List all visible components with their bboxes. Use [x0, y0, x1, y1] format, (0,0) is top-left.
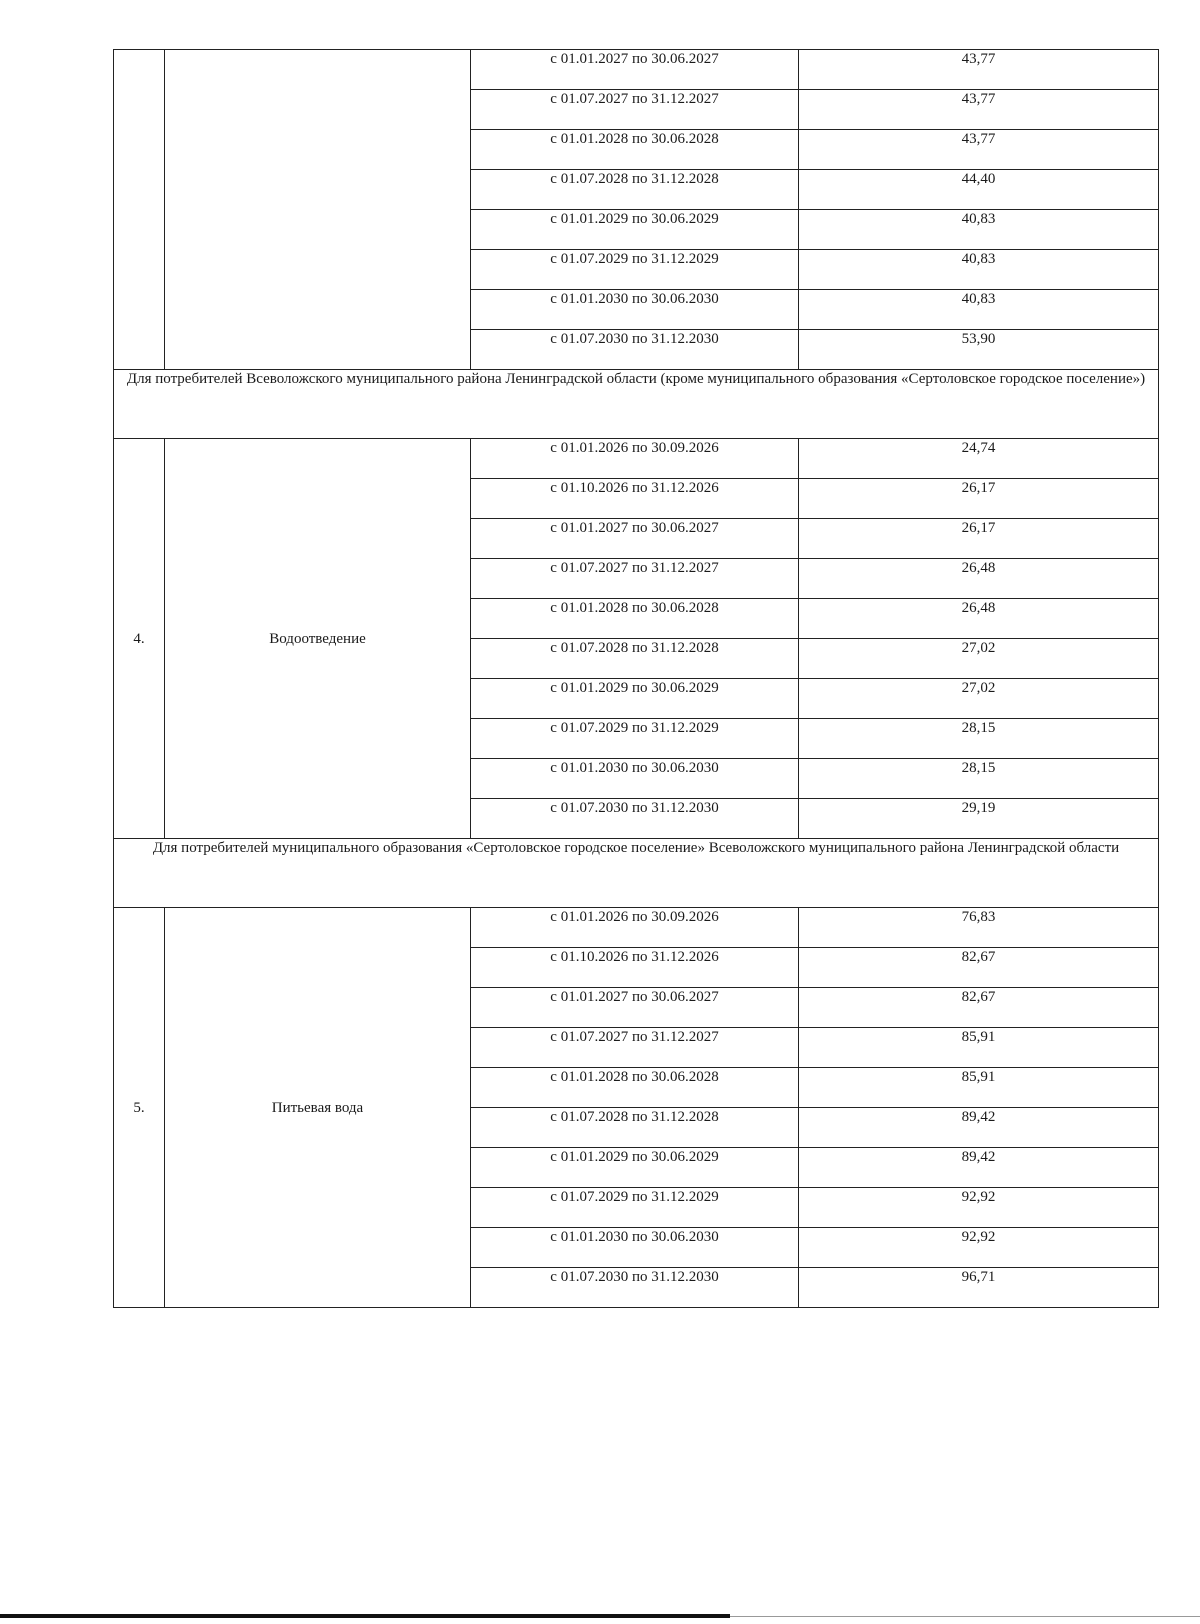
- period-cell: с 01.07.2029 по 31.12.2029: [471, 1188, 799, 1228]
- tariff-value-cell: [799, 290, 1159, 330]
- tariff-value-cell: [799, 50, 1159, 90]
- tariff-value: 43,77: [961, 91, 996, 107]
- section-header: Для потребителей Всеволожского муниципального района Ленинградской области (кроме муниципального образования «Сертоловское городское поселение»): [114, 370, 1159, 439]
- period-cell: с 01.07.2030 по 31.12.2030: [471, 799, 799, 839]
- tariff-value: 40,83: [961, 251, 996, 267]
- period-cell: с 01.07.2027 по 31.12.2027: [471, 559, 799, 599]
- period-cell: с 01.07.2028 по 31.12.2028: [471, 1108, 799, 1148]
- scan-edge-line: [0, 1614, 730, 1618]
- period-cell: с 01.01.2028 по 30.06.2028: [471, 1068, 799, 1108]
- tariff-value: 26,48: [961, 600, 996, 616]
- tariff-value-cell: [799, 479, 1159, 519]
- tariff-value-cell: [799, 1148, 1159, 1188]
- tariff-value-cell: [799, 1268, 1159, 1308]
- tariff-value: 26,48: [961, 560, 996, 576]
- tariff-value-cell: [799, 330, 1159, 370]
- tariff-value-cell: [799, 719, 1159, 759]
- table-row: [114, 439, 1159, 479]
- tariff-value-cell: [799, 559, 1159, 599]
- tariff-value: 40,83: [961, 291, 996, 307]
- tariff-value: 28,15: [961, 760, 996, 776]
- tariff-value: 82,67: [961, 989, 996, 1005]
- table-row: [114, 50, 1159, 90]
- service-name: Водоотведение: [165, 439, 471, 839]
- section-header: Для потребителей муниципального образования «Сертоловское городское поселение» Всеволожского муниципального района Ленинградской области: [114, 839, 1159, 908]
- tariff-value: 26,17: [961, 480, 996, 496]
- tariff-value: 85,91: [961, 1029, 996, 1045]
- tariff-value-cell: [799, 1108, 1159, 1148]
- table-row: [114, 908, 1159, 948]
- tariff-value-cell: [799, 948, 1159, 988]
- tariff-value-cell: [799, 170, 1159, 210]
- period-cell: с 01.01.2030 по 30.06.2030: [471, 1228, 799, 1268]
- tariff-value-cell: [799, 988, 1159, 1028]
- tariff-value: 96,71: [961, 1269, 996, 1285]
- section-header-row: [114, 839, 1159, 908]
- scan-edge-line-thin: [730, 1616, 1200, 1617]
- period-cell: с 01.07.2028 по 31.12.2028: [471, 170, 799, 210]
- tariff-value-cell: [799, 599, 1159, 639]
- service-name: Питьевая вода: [165, 908, 471, 1308]
- period-cell: с 01.10.2026 по 31.12.2026: [471, 479, 799, 519]
- period-cell: с 01.01.2027 по 30.06.2027: [471, 988, 799, 1028]
- tariff-value: 29,19: [961, 800, 996, 816]
- tariff-value: 53,90: [961, 331, 996, 347]
- tariff-value-cell: [799, 519, 1159, 559]
- period-cell: с 01.01.2026 по 30.09.2026: [471, 439, 799, 479]
- period-cell: с 01.10.2026 по 31.12.2026: [471, 948, 799, 988]
- tariff-value-cell: [799, 799, 1159, 839]
- tariff-value: 28,15: [961, 720, 996, 736]
- tariff-value-cell: [799, 1228, 1159, 1268]
- tariff-value-cell: [799, 1068, 1159, 1108]
- tariff-table-body: [114, 50, 1159, 1308]
- tariff-table: [113, 49, 1159, 1308]
- period-cell: с 01.01.2030 по 30.06.2030: [471, 759, 799, 799]
- period-cell: с 01.01.2027 по 30.06.2027: [471, 519, 799, 559]
- tariff-value: 89,42: [961, 1149, 996, 1165]
- period-cell: с 01.07.2027 по 31.12.2027: [471, 90, 799, 130]
- period-cell: с 01.01.2029 по 30.06.2029: [471, 679, 799, 719]
- service-name: [165, 50, 471, 370]
- item-number: [114, 50, 165, 370]
- period-cell: с 01.01.2029 по 30.06.2029: [471, 210, 799, 250]
- tariff-value: 26,17: [961, 520, 996, 536]
- tariff-value-cell: [799, 679, 1159, 719]
- tariff-value: 27,02: [961, 680, 996, 696]
- tariff-value: 24,74: [961, 440, 996, 456]
- period-cell: с 01.07.2030 по 31.12.2030: [471, 1268, 799, 1308]
- tariff-value: 43,77: [961, 131, 996, 147]
- tariff-value-cell: [799, 1028, 1159, 1068]
- tariff-value: 92,92: [961, 1229, 996, 1245]
- tariff-value: 85,91: [961, 1069, 996, 1085]
- tariff-value-cell: [799, 908, 1159, 948]
- tariff-value: 92,92: [961, 1189, 996, 1205]
- tariff-value: 76,83: [961, 909, 996, 925]
- period-cell: с 01.07.2029 по 31.12.2029: [471, 250, 799, 290]
- period-cell: с 01.07.2028 по 31.12.2028: [471, 639, 799, 679]
- item-number: 5.: [114, 908, 165, 1308]
- period-cell: с 01.01.2028 по 30.06.2028: [471, 599, 799, 639]
- tariff-value-cell: [799, 130, 1159, 170]
- period-cell: с 01.07.2029 по 31.12.2029: [471, 719, 799, 759]
- period-cell: с 01.07.2030 по 31.12.2030: [471, 330, 799, 370]
- tariff-value: 44,40: [961, 171, 996, 187]
- tariff-value: 82,67: [961, 949, 996, 965]
- tariff-value: 27,02: [961, 640, 996, 656]
- tariff-value: 89,42: [961, 1109, 996, 1125]
- tariff-value-cell: [799, 439, 1159, 479]
- period-cell: с 01.01.2029 по 30.06.2029: [471, 1148, 799, 1188]
- tariff-value-cell: [799, 90, 1159, 130]
- period-cell: с 01.07.2027 по 31.12.2027: [471, 1028, 799, 1068]
- tariff-value: 40,83: [961, 211, 996, 227]
- tariff-value: 43,77: [961, 51, 996, 67]
- period-cell: с 01.01.2027 по 30.06.2027: [471, 50, 799, 90]
- tariff-value-cell: [799, 639, 1159, 679]
- period-cell: с 01.01.2028 по 30.06.2028: [471, 130, 799, 170]
- tariff-value-cell: [799, 210, 1159, 250]
- period-cell: с 01.01.2030 по 30.06.2030: [471, 290, 799, 330]
- period-cell: с 01.01.2026 по 30.09.2026: [471, 908, 799, 948]
- section-header-row: [114, 370, 1159, 439]
- tariff-value-cell: [799, 759, 1159, 799]
- item-number: 4.: [114, 439, 165, 839]
- tariff-value-cell: [799, 250, 1159, 290]
- tariff-value-cell: [799, 1188, 1159, 1228]
